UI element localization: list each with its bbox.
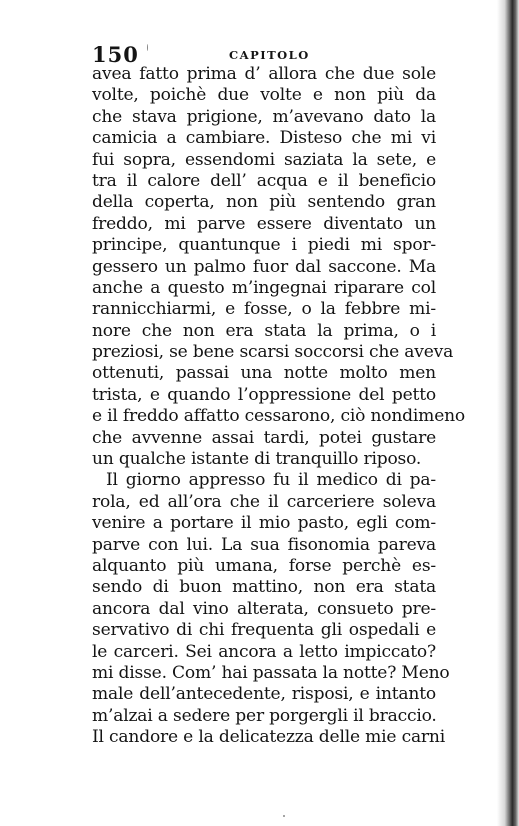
text-line: Il candore e la delicatezza delle mie carni <box>92 727 445 748</box>
text-line: ancora dal vino alterata, consueto pre- <box>92 598 436 619</box>
text-line: fui sopra, essendomi saziata la sete, e <box>92 149 436 170</box>
text-line: sendo di buon mattino, non era stata <box>92 577 436 598</box>
text-line: che stava prigione, m’avevano dato la <box>92 106 436 127</box>
text-line: servativo di chi frequenta gli ospedali e <box>92 620 436 641</box>
text-line: tra il calore dell’ acqua e il beneficio <box>92 170 436 191</box>
text-line: principe, quantunque i piedi mi spor- <box>92 235 436 256</box>
text-line: trista, e quando l’oppressione del petto <box>92 384 436 405</box>
text-line: alquanto più umana, forse perchè es- <box>92 555 436 576</box>
text-line: e il freddo affatto cessarono, ciò nondimeno <box>92 406 466 427</box>
text-line: Il giorno appresso fu il medico di pa- <box>106 470 436 491</box>
page-edge-shadow <box>497 0 519 826</box>
page-number: 150 <box>92 42 139 67</box>
text-line: che avvenne assai tardi, potei gustare <box>92 427 436 448</box>
text-line: preziosi, se bene scarsi soccorsi che aveva <box>92 342 454 363</box>
text-line: mi disse. Com’ hai passata la notte? Meno <box>92 662 450 683</box>
text-line: le carceri. Sei ancora a letto impiccato? <box>92 641 436 662</box>
text-line: gessero un palmo fuor dal saccone. Ma <box>92 256 436 277</box>
text-line: venire a portare il mio pasto, egli com- <box>92 513 436 534</box>
paper-speck <box>283 815 285 817</box>
text-line: avea fatto prima d’ allora che due sole <box>92 64 436 84</box>
text-line: della coperta, non più sentendo gran <box>92 192 436 213</box>
text-line: rannicchiarmi, e fosse, o la febbre mi- <box>92 299 436 320</box>
text-line: volte, poichè due volte e non più da <box>92 85 436 106</box>
text-line: camicia a cambiare. Disteso che mi vi <box>92 128 436 149</box>
text-line: m’alzai a sedere per porgergli il braccio. <box>92 705 437 726</box>
text-line: anche a questo m’ingegnai riparare col <box>92 277 436 298</box>
text-line: parve con lui. La sua fisonomia pareva <box>92 534 436 555</box>
text-line: nore che non era stata la prima, o i <box>92 320 436 341</box>
running-head: CAPITOLO <box>229 48 310 62</box>
body-text <box>92 64 466 749</box>
text-line: rola, ed all’ora che il carceriere soleva <box>92 491 436 512</box>
text-line: freddo, mi parve essere diventato un <box>92 213 436 234</box>
text-line: male dell’antecedente, risposi, e intanto <box>92 684 436 705</box>
text-line: un qualche istante di tranquillo riposo. <box>92 449 422 470</box>
text-line: ottenuti, passai una notte molto men <box>92 363 436 384</box>
